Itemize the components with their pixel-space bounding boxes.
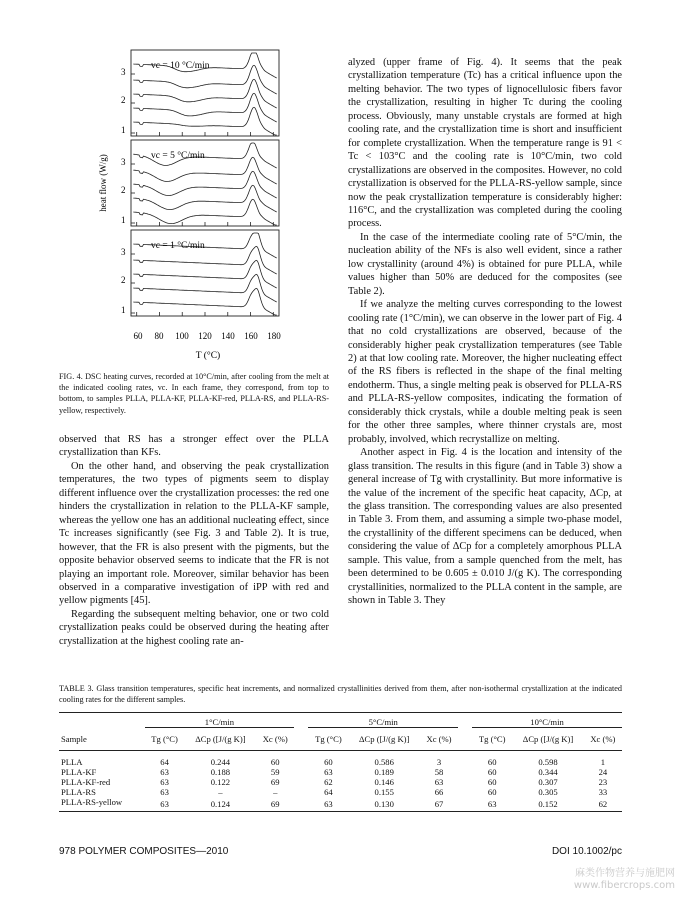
sample-name: PLLA-KF-red xyxy=(61,776,111,787)
xtick-80: 80 xyxy=(154,331,164,341)
table-cell: 59 xyxy=(270,766,280,777)
group-header: 5°C/min xyxy=(308,713,458,728)
paragraph: alyzed (upper frame of Fig. 4). It seems that the peak crystallization temperature (Tc) has a critical influence upon the melting behavior. The two types of lignocellulosic fibers favor the crystallization, resulting in higher Tc during the cooling process. Obviously, many unstable crystals are formed at high cooling rate, and the crystallization time is short and insufficient for complete crystallization. When the temperature range is 91 < Tc < 103°C and the cooling rate is 10°C/min, two cold crystallizations are observed in the composites. However, no cold crystallization is observed for the PLLA-RS-yellow sample, since now the peak crystallization temperature is considerably higher: 116°C, and the crystallization was completed during the cooling process. xyxy=(348,57,622,230)
watermark xyxy=(574,868,675,892)
table-cell: – xyxy=(273,786,278,797)
table-row xyxy=(59,750,622,767)
xtick-60: 60 xyxy=(133,331,143,341)
table-row xyxy=(59,777,622,787)
xtick-120: 120 xyxy=(198,331,212,341)
figure-4-caption: FIG. 4. DSC heating curves, recorded at 10°C/min, after cooling from the melt at the indicated cooling rates, vc. In each frame, they correspond, from top to bottom, to samples PLLA, PLLA-KF, PLLA-KF-red, PLLA-RS, and PLLA-RS-yellow, respectively. xyxy=(59,372,329,415)
paragraph: Regarding the subsequent melting behavior, one or two cold crystallization peaks could be observed during the heating after crystallization at the highest cooling rate an- xyxy=(59,608,329,647)
table-cell: 62 xyxy=(598,798,608,809)
table-cell: 63 xyxy=(324,798,333,809)
watermark-line1: 麻类作物营养与施肥网 xyxy=(575,868,675,879)
panel-label-bottom: vc = 1 °C/min xyxy=(151,241,205,251)
group-header: 10°C/min xyxy=(472,713,622,728)
footer-left: 978 POLYMER COMPOSITES—2010 xyxy=(59,846,229,857)
table-cell: 60 xyxy=(487,766,497,777)
table-cell: 63 xyxy=(160,766,169,777)
table-cell: 64 xyxy=(324,786,333,797)
ytick-top-2: 2 xyxy=(121,95,126,105)
table-cell: 33 xyxy=(598,786,608,797)
sample-name: PLLA xyxy=(61,756,83,767)
table-cell: 0.122 xyxy=(210,776,231,787)
table-cell: 63 xyxy=(487,798,497,809)
table-cell: 60 xyxy=(324,756,333,767)
y-axis-label: heat flow (W/g) xyxy=(98,154,108,212)
table-cell: 0.146 xyxy=(374,776,394,787)
column-header: ΔCp ([J/(g K)] xyxy=(195,733,246,744)
table-cell: 63 xyxy=(160,798,169,809)
table-cell: 60 xyxy=(270,756,280,767)
panel-label-top: vc = 10 °C/min xyxy=(151,61,210,71)
table-cell: 62 xyxy=(324,776,333,787)
table-cell: 0.130 xyxy=(374,798,394,809)
sample-name: PLLA-RS-yellow xyxy=(61,796,123,807)
column-header: Tg (°C) xyxy=(151,733,178,744)
sample-name: PLLA-RS xyxy=(61,786,96,797)
xtick-180: 180 xyxy=(267,331,281,341)
sample-name: PLLA-KF xyxy=(61,766,97,777)
table-cell: 63 xyxy=(434,776,444,787)
table-cell: 0.586 xyxy=(374,756,394,767)
xtick-100: 100 xyxy=(175,331,189,341)
table-cell: 0.155 xyxy=(374,786,394,797)
table-cell: 60 xyxy=(487,786,497,797)
table-3-caption: TABLE 3. Glass transition temperatures, specific heat increments, and normalized crystallinities derived from them, after non-isothermal crystallization at the indicated cooling rates for the different samples. xyxy=(59,684,622,704)
dsc-curve xyxy=(133,107,276,135)
table-cell: 0.188 xyxy=(210,766,231,777)
paragraph: In the case of the intermediate cooling rate of 5°C/min, the nucleation ability of the NFs is also well evident, since a rather low crystallinity (around 4%) is obtained for pure PLLA, while values higher than 50% are deduced for the composites (see Table 2). xyxy=(348,231,622,297)
ytick-bot-3: 3 xyxy=(121,247,126,257)
paragraph: observed that RS has a stronger effect over the PLLA crystallization than KFs. xyxy=(59,434,329,459)
table-cell: 69 xyxy=(270,776,280,787)
dsc-curve xyxy=(133,274,276,302)
table-cell: 60 xyxy=(487,776,497,787)
table-cell: 63 xyxy=(324,766,333,777)
column-header: Tg (°C) xyxy=(315,733,342,744)
table-cell: 60 xyxy=(487,756,497,767)
panel-label-middle: vc = 5 °C/min xyxy=(151,151,205,161)
group-header: 1°C/min xyxy=(145,713,295,728)
left-column-text xyxy=(59,433,329,648)
ytick-mid-1: 1 xyxy=(121,215,126,225)
table-row xyxy=(59,797,622,812)
column-header: Xc (%) xyxy=(262,733,288,744)
table-cell: 0.305 xyxy=(538,786,558,797)
table-cell: 0.152 xyxy=(538,798,558,809)
column-header: Xc (%) xyxy=(590,733,616,744)
table-3 xyxy=(59,712,622,812)
column-header: Tg (°C) xyxy=(478,733,506,744)
table-row xyxy=(59,787,622,797)
table-cell: 3 xyxy=(436,756,442,767)
ytick-mid-2: 2 xyxy=(121,185,126,195)
table-cell: 24 xyxy=(598,766,608,777)
right-column-text xyxy=(348,56,622,608)
table-cell: 0.244 xyxy=(210,756,231,767)
table-cell: 63 xyxy=(160,776,169,787)
table-cell: 0.189 xyxy=(374,766,394,777)
paragraph: Another aspect in Fig. 4 is the location and intensity of the glass transition. The results in this figure (and in Table 3) show a general increase of Tg with crystallinity. But more informative is the value of the increment of the specific heat capacity, ΔCp, at the glass transition. The corresponding values are also presented in Table 3. From them, and assuming a simple two-phase model, the crystallinity of the different specimens can be deduced, when considering the value of ΔCp for a completely amorphous PLLA sample. This value, from a sample quenched from the melt, has been determined to be 0.605 ± 0.010 J/(g K). The corresponding crystallinities, normalized to the PLLA content in the sample, are shown in Table 3. They xyxy=(348,447,622,607)
ytick-top-3: 3 xyxy=(121,67,126,77)
figure-4 xyxy=(96,48,296,366)
table-cell: – xyxy=(218,786,223,797)
table-cell: 66 xyxy=(434,786,444,797)
xtick-160: 160 xyxy=(244,331,258,341)
table-row xyxy=(59,767,622,777)
table-cell: 1 xyxy=(600,756,606,767)
paragraph: If we analyze the melting curves corresponding to the lowest cooling rate (1°C/min), we can observe in the lower part of Fig. 4 that no cold crystallizations are observed, because of the considerably higher peak crystallization temperatures (see Table 2) at that low cooling rate. Moreover, the higher nucleating effect of the RS fibers is reflected in the shape of the final melting endotherm. Thus, a single melting peak is observed for PLLA-RS and PLLA-RS-yellow composites, indicating the formation of considerably thick crystals, while a double melting peak is seen for the other three samples, where thinner crystals are, most probably, involved, which recrystallize on melting. xyxy=(348,299,622,445)
column-header: Xc (%) xyxy=(426,733,452,744)
ytick-bot-2: 2 xyxy=(121,275,126,285)
table-cell: 0.344 xyxy=(538,766,558,777)
column-header: Sample xyxy=(61,733,87,744)
dsc-curve xyxy=(133,288,276,315)
table-cell: 69 xyxy=(270,798,280,809)
ytick-mid-3: 3 xyxy=(121,157,126,167)
x-axis-label: T (°C) xyxy=(195,351,221,361)
dsc-curve xyxy=(133,185,276,212)
table-cell: 58 xyxy=(434,766,444,777)
dsc-plot xyxy=(96,48,296,366)
ytick-top-1: 1 xyxy=(121,125,126,135)
xtick-140: 140 xyxy=(221,331,235,341)
table-cell: 0.307 xyxy=(538,776,558,787)
column-header: ΔCp ([J/(g K)] xyxy=(522,733,574,744)
footer-doi: DOI 10.1002/pc xyxy=(551,846,622,857)
table-cell: 64 xyxy=(160,756,169,767)
dsc-curve xyxy=(133,171,276,198)
table-cell: 67 xyxy=(434,798,444,809)
dsc-curve xyxy=(133,260,276,288)
watermark-line2: www.fibercrops.com xyxy=(573,880,675,891)
table-cell: 23 xyxy=(598,776,608,787)
table-cell: 0.124 xyxy=(210,798,231,809)
paragraph: On the other hand, and observing the peak crystallization temperatures, the two types of pigments seem to display different influence over the crystallization processes: the red one hinders the crystallization in relation to the PLLA-KF sample, whereas the yellow one has an additional nucleating effect, since Tc increases significantly (see Fig. 3 and Table 2). It is true, however, that the FR is also present with the pigments, but the opposite behavior observed seems to indicate that the FR is not playing an important role. Moreover, similar behavior has been observed in a comparative investigation of iPP with red and yellow pigments [45]. xyxy=(59,460,329,607)
table-cell: 63 xyxy=(160,786,169,797)
table-cell: 0.598 xyxy=(538,756,558,767)
ytick-bot-1: 1 xyxy=(121,305,126,315)
column-header: ΔCp ([J/(g K)] xyxy=(359,733,410,744)
